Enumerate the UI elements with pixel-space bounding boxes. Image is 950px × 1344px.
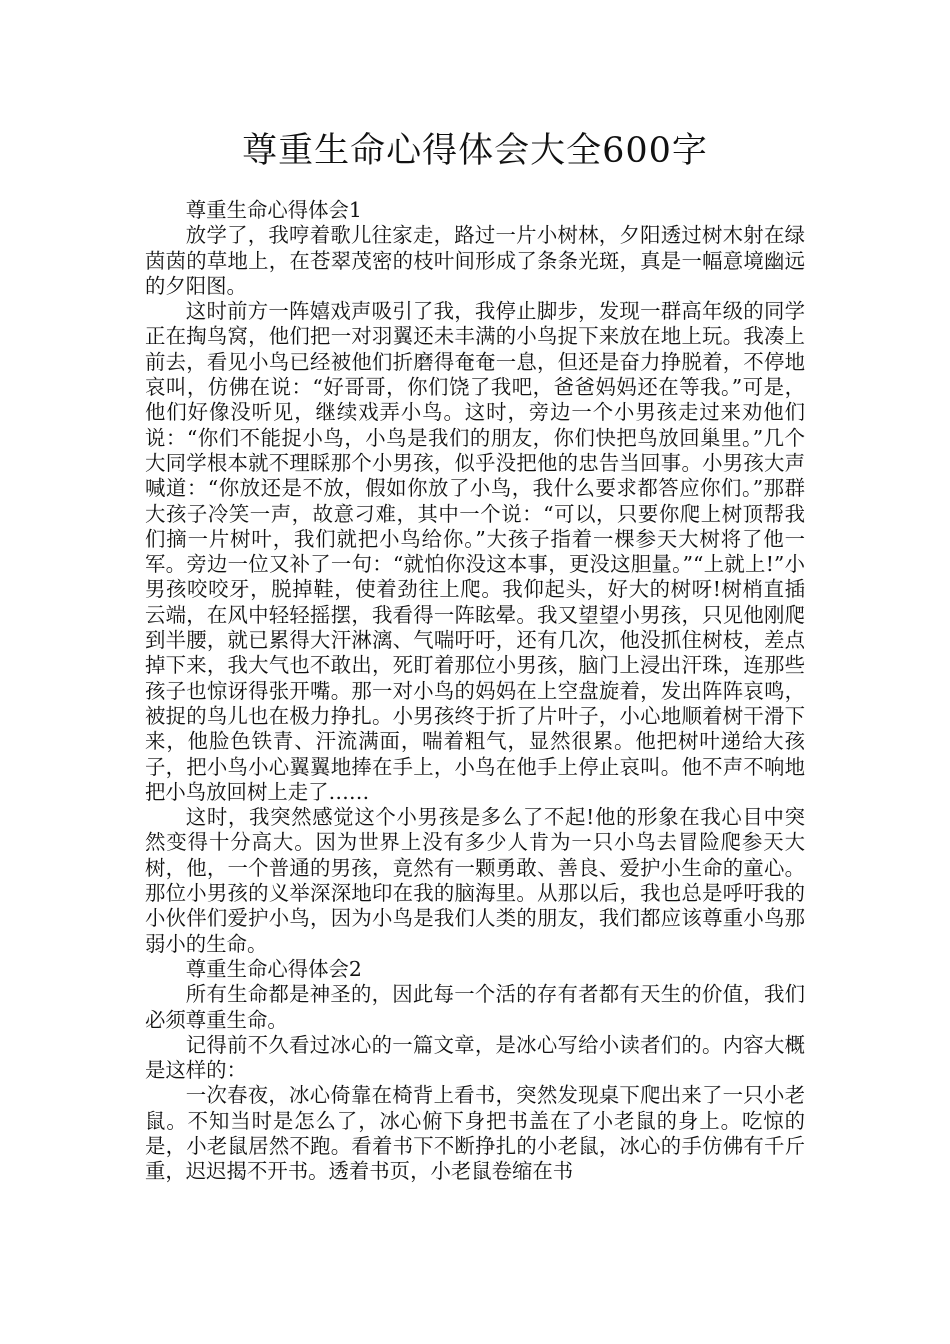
paragraph: 这时前方一阵嬉戏声吸引了我，我停止脚步，发现一群高年级的同学正在掏鸟窝，他们把一对羽翼还未丰满的小鸟捉下来放在地上玩。我凑上前去，看见小鸟已经被他们折磨得奄奄一息，但还是奋力挣脱着，不停地哀叫，仿佛在说：“好哥哥，你们饶了我吧，爸爸妈妈还在等我。”可是，他们好像没听见，继续戏弄小鸟。这时，旁边一个小男孩走过来劝他们说：“你们不能捉小鸟，小鸟是我们的朋友，你们快把鸟放回巢里。”几个大同学根本就不理睬那个小男孩，似乎没把他的忠告当回事。小男孩大声喊道：“你放还是不放，假如你放了小鸟，我什么要求都答应你们。”那群大孩子冷笑一声，故意刁难，其中一个说：“可以，只要你爬上树顶帮我们摘一片树叶，我们就把小鸟给你。”大孩子指着一棵参天大树将了他一军。旁边一位又补了一句：“就怕你没这本事，更没这胆量。”“上就上!”小男孩咬咬牙，脱掉鞋，使着劲往上爬。我仰起头，好大的树呀!树梢直插云端，在风中轻轻摇摆，我看得一阵眩晕。我又望望小男孩，只见他刚爬到半腰，就已累得大汗淋漓、气喘吁吁，还有几次，他没抓住树枝，差点掉下来，我大气也不敢出，死盯着那位小男孩，脑门上浸出汗珠，连那些孩子也惊讶得张开嘴。那一对小鸟的妈妈在上空盘旋着，发出阵阵哀鸣，被捉的鸟儿也在极力挣扎。小男孩终于折了片叶子，小心地顺着树干滑下来，他脸色铁青、汗流满面，喘着粗气，显然很累。他把树叶递给大孩子，把小鸟小心翼翼地捧在手上，小鸟在他手上停止哀叫。他不声不响地把小鸟放回树上走了…… — [145, 299, 805, 804]
document-title: 尊重生命心得体会大全600字 — [242, 131, 708, 171]
paragraph: 记得前不久看过冰心的一篇文章，是冰心写给小读者们的。内容大概是这样的： — [145, 1032, 805, 1083]
section-heading-1: 尊重生命心得体会1 — [185, 198, 362, 222]
paragraph: 所有生命都是神圣的，因此每一个活的存有者都有天生的价值，我们必须尊重生命。 — [145, 982, 805, 1032]
section-heading-2: 尊重生命心得体会2 — [185, 956, 362, 981]
document-body — [145, 198, 805, 1185]
paragraph: 一次春夜，冰心倚靠在椅背上看书，突然发现桌下爬出来了一只小老鼠。不知当时是怎么了，冰心俯下身把书盖在了小老鼠的身上。吃惊的是，小老鼠居然不跑。看着书下不断挣扎的小老鼠，冰心的手仿佛有千斤重，迟迟揭不开书。透着书页，小老鼠卷缩在书 — [145, 1083, 805, 1184]
paragraph: 这时，我突然感觉这个小男孩是多么了不起!他的形象在我心目中突然变得十分高大。因为世界上没有多少人肯为一只小鸟去冒险爬参天大树，他，一个普通的男孩，竟然有一颗勇敢、善良、爱护小生命的童心。那位小男孩的义举深深地印在我的脑海里。从那以后，我也总是呼吁我的小伙伴们爱护小鸟，因为小鸟是我们人类的朋友，我们都应该尊重小鸟那弱小的生命。 — [145, 805, 805, 956]
paragraph: 放学了，我哼着歌儿往家走，路过一片小树林，夕阳透过树木射在绿茵茵的草地上，在苍翠茂密的枝叶间形成了条条光斑，真是一幅意境幽远的夕阳图。 — [145, 223, 805, 298]
